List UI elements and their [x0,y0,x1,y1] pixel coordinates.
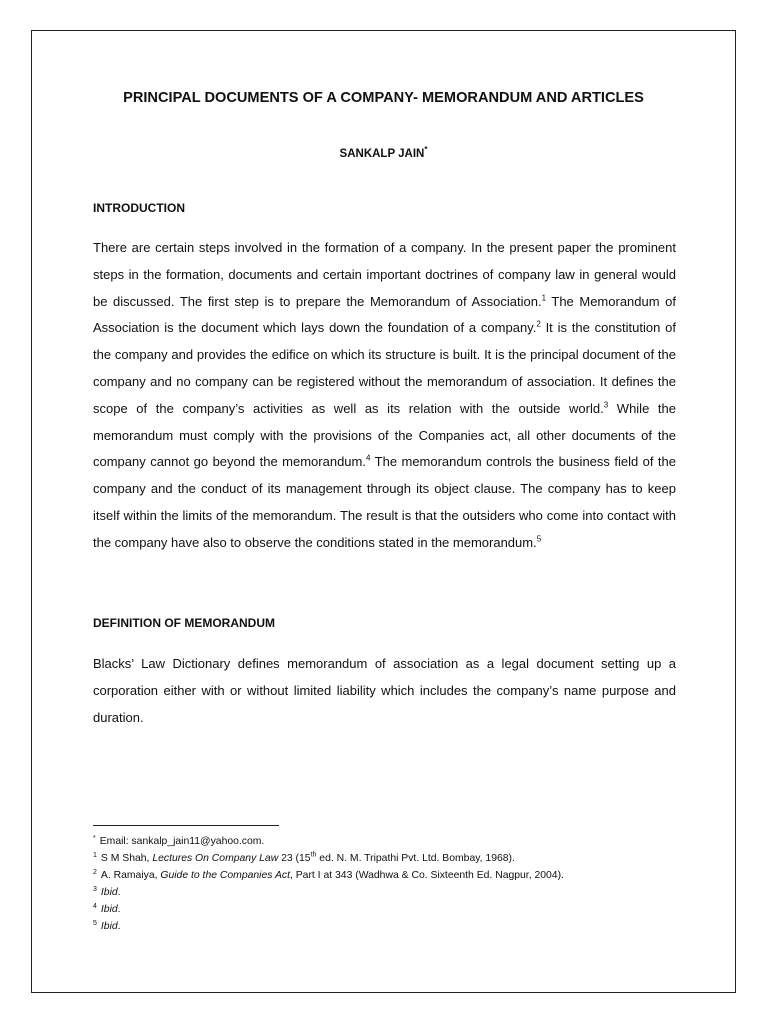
footnote-item [93,850,693,867]
footnote-italic-title: Ibid [100,904,118,915]
footnote-text: ed. N. M. Tripathi Pvt. Ltd. Bombay, 1968). [316,853,515,864]
intro-text-1: There are certain steps involved in the formation of a company. In the present paper the prominent steps in the formation, documents and certain important doctrines of company law in general would be discussed. The first step is to prepare the Memorandum of Association. [93,240,676,309]
footnote-text: , Part I at 343 (Wadhwa & Co. Sixteenth Ed. Nagpur, 2004). [289,870,564,881]
footnote-mark: 3 [93,885,97,893]
footnote-item [93,867,693,884]
footnote-text: S M Shah, [100,853,153,864]
introduction-paragraph [93,235,676,557]
footnote-mark: 1 [93,851,97,859]
footnote-text: A. Ramaiya, [100,870,161,881]
footnote-italic-title: Lectures On Company Law [152,853,279,864]
author-line [31,145,736,160]
footnote-item [93,901,693,918]
intro-text-5: The memorandum controls the business field of the company and the conduct of its management through its object clause. The company has to keep itself within the limits of the memorandum. The result is that the outsiders who come into contact with the company have also to observe the conditions stated in the memorandum. [93,454,676,550]
document-title: PRINCIPAL DOCUMENTS OF A COMPANY- MEMORANDUM AND ARTICLES [123,90,644,106]
footnote-italic-title: Ibid [100,921,118,932]
footnote-separator [93,825,279,826]
intro-text-3: It is the constitution of the company and provides the edifice on which its structure is built. It is the principal document of the company and no company can be registered without the memorandum of association. It defines the scope of the company’s activities as well as its relation with the outside world. [93,320,676,416]
footnote-ref-3: 3 [603,400,609,410]
footnote-text: 23 (15 [278,853,311,864]
footnote-ref-2: 2 [536,320,541,330]
footnote-ref-4: 4 [365,454,371,464]
footnote-mark: 4 [93,902,97,910]
definition-paragraph: Blacks’ Law Dictionary defines memorandum of association as a legal document setting up a corporation either with or without limited liability which includes the company’s name purpose and duration. [93,656,676,725]
footnote-text: . [117,887,121,898]
footnote-text: Email: sankalp_jain11@yahoo.com. [99,836,265,847]
introduction-heading: INTRODUCTION [93,201,185,215]
intro-text-2: The Memorandum of Association is the document which lays down the foundation of a company. [93,293,677,336]
author-footnote-marker: * [424,145,428,155]
footnote-item [93,884,693,901]
footnotes [93,833,693,935]
author-name: SANKALP JAIN [339,148,425,160]
footnote-italic-title: Guide to the Companies Act [160,870,290,881]
footnote-italic-title: Ibid [100,887,118,898]
footnote-mark: 2 [93,868,97,876]
footnote-text: . [117,904,121,915]
footnote-ordinal: th [310,851,317,859]
footnote-text: . [117,921,121,932]
footnote-mark: 5 [93,919,97,927]
footnote-mark: * [93,834,96,842]
footnote-ref-1: 1 [541,293,547,303]
footnote-ref-5: 5 [536,534,542,544]
footnote-item [93,918,693,935]
intro-text-4: While the memorandum must comply with the provisions of the Companies act, all other documents of the company cannot go beyond the memorandum. [93,400,676,470]
footnote-item [93,833,693,850]
definition-heading: DEFINITION OF MEMORANDUM [93,616,275,630]
